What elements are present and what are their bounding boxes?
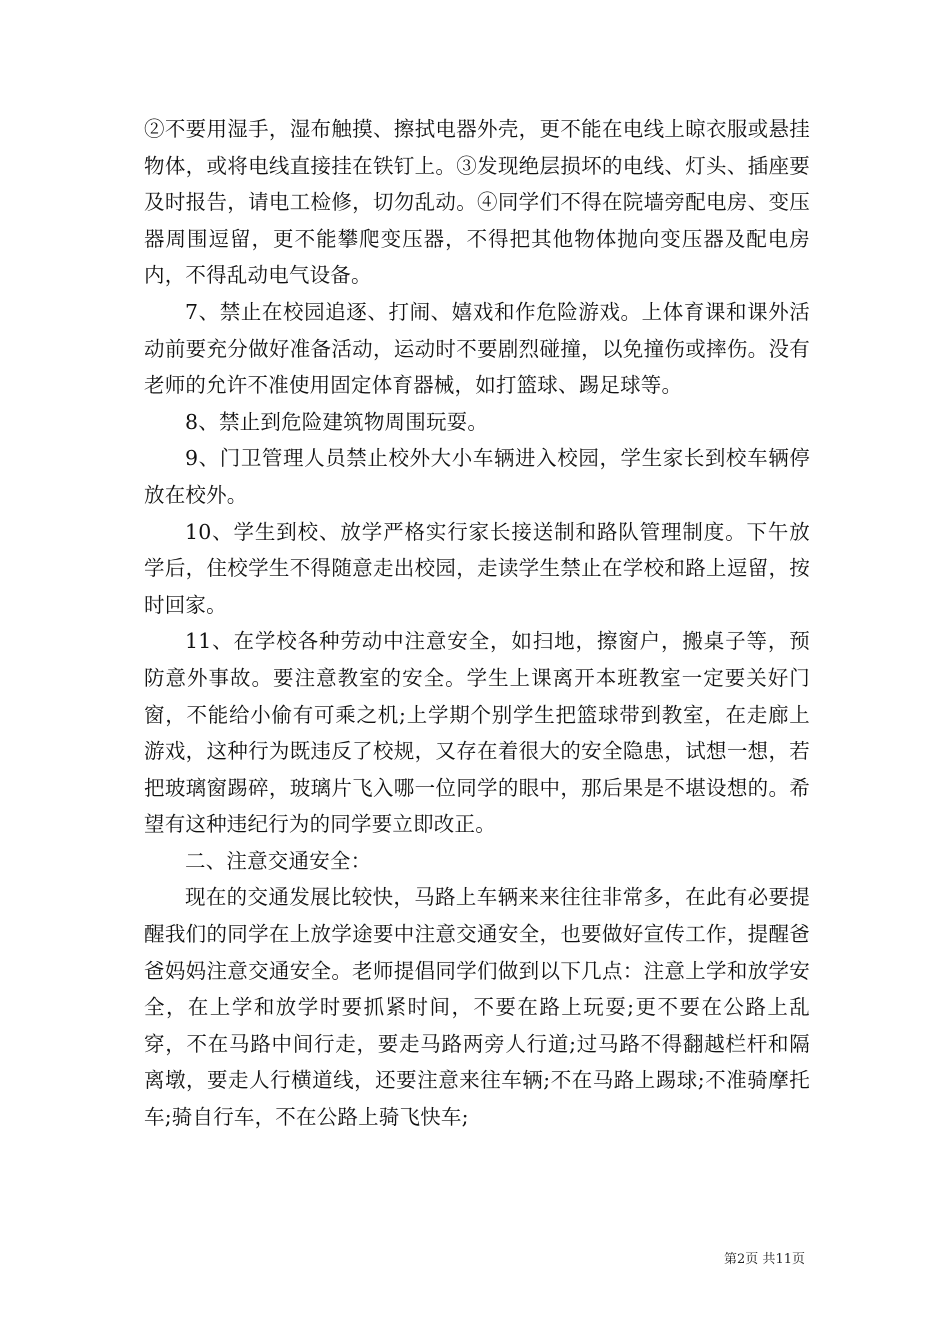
footer-middle: 页 共 (745, 1252, 776, 1267)
footer-current-page: 2 (737, 1252, 746, 1267)
paragraph-electrical-safety: ②不要用湿手，湿布触摸、擦拭电器外壳，更不能在电线上晾衣服或悬挂物体，或将电线直接挂在铁钉上。③发现绝层损坏的电线、灯头、插座要及时报告，请电工检修，切勿乱动。④同学们不得在院墙旁配电房、变压器周围逗留，更不能攀爬变压器，不得把其他物体抛向变压器及配电房内，不得乱动电气设备。 (144, 117, 810, 288)
section-heading-traffic-safety: 二、注意交通安全： (185, 848, 372, 873)
footer-suffix: 页 (791, 1252, 805, 1267)
page-number-footer (724, 1248, 805, 1267)
footer-prefix: 第 (724, 1252, 738, 1267)
document-body (144, 111, 810, 1136)
paragraph-traffic-safety: 现在的交通发展比较快，马路上车辆来来往往非常多，在此有必要提醒我们的同学在上放学途要中注意交通安全，也要做好宣传工作，提醒爸爸妈妈注意交通安全。老师提倡同学们做到以下几点：注意上学和放学安全，在上学和放学时要抓紧时间，不要在路上玩耍;更不要在公路上乱穿，不在马路中间行走，要走马路两旁人行道;过马路不得翻越栏杆和隔离墩，要走人行横道线，还要注意来往车辆;不在马路上踢球;不准骑摩托车;骑自行车，不在公路上骑飞快车; (144, 885, 810, 1130)
footer-total-pages: 11 (775, 1252, 792, 1267)
paragraph-item-11: 11、在学校各种劳动中注意安全，如扫地，擦窗户，搬桌子等，预防意外事故。要注意教室的安全。学生上课离开本班教室一定要关好门窗，不能给小偷有可乘之机;上学期个别学生把篮球带到教室，在走廊上游戏，这种行为既违反了校规，又存在着很大的安全隐患，试想一想，若把玻璃窗踢碎，玻璃片飞入哪一位同学的眼中，那后果是不堪设想的。希望有这种违纪行为的同学要立即改正。 (144, 629, 810, 837)
paragraph-item-8: 8、禁止到危险建筑物周围玩耍。 (185, 409, 489, 434)
paragraph-item-7: 7、禁止在校园追逐、打闹、嬉戏和作危险游戏。上体育课和课外活动前要充分做好准备活动，运动时不要剧烈碰撞，以免撞伤或摔伤。没有老师的允许不准使用固定体育器械，如打篮球、踢足球等。 (144, 299, 810, 398)
paragraph-item-10: 10、学生到校、放学严格实行家长接送制和路队管理制度。下午放学后，住校学生不得随意走出校园，走读学生禁止在学校和路上逗留，按时回家。 (144, 519, 810, 617)
paragraph-item-9: 9、门卫管理人员禁止校外大小车辆进入校园，学生家长到校车辆停放在校外。 (144, 446, 810, 507)
